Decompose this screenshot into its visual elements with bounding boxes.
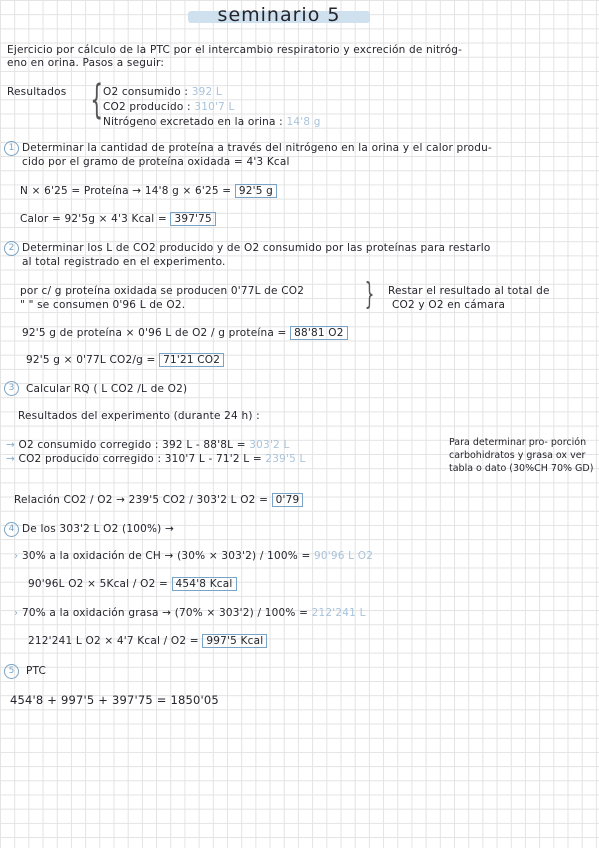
step-number-badge: 4 xyxy=(4,522,19,537)
step5-label: PTC xyxy=(26,665,47,677)
step2-note-2: CO2 y O2 en cámara xyxy=(392,299,506,311)
step2-brace: } xyxy=(364,277,375,312)
page-title: seminario 5 xyxy=(217,4,341,26)
result-box: 997'5 Kcal xyxy=(202,634,267,648)
step2-line-1: por c/ g proteína oxidada se producen 0'77L de CO2 xyxy=(20,285,305,297)
result-box: 88'81 O2 xyxy=(290,326,348,340)
step4-line-1: › 30% a la oxidación de CH → (30% × 303'2) / 100% = 90'96 L O2 xyxy=(14,550,374,562)
step4-line-2: 90'96L O2 × 5Kcal / O2 = 454'8 Kcal xyxy=(28,578,237,590)
resultado-item: O2 consumido : 392 L xyxy=(103,86,222,98)
intro-line-2: eno en orina. Pasos a seguir: xyxy=(7,57,165,69)
step1-calc-1: N × 6'25 = Proteína → 14'8 g × 6'25 = 92'5 g xyxy=(20,185,277,197)
intro-line-1: Ejercicio por cálculo de la PTC por el intercambio respiratorio y excreción de nitróg- xyxy=(7,44,463,56)
result-box: 92'5 g xyxy=(235,184,277,198)
bullet-arrow-icon: › xyxy=(14,607,19,619)
arrow-right-icon: → xyxy=(6,453,15,465)
step-number-badge: 5 xyxy=(4,664,19,679)
step3-side-note: Para determinar pro- porción carbohidratos y grasa ox ver tabla o dato (30%CH 70% GD) xyxy=(449,437,594,474)
step1-calc-2: Calor = 92'5g × 4'3 Kcal = 397'75 xyxy=(20,213,216,225)
step5-sum: 454'8 + 997'5 + 397'75 = 1850'05 xyxy=(10,693,219,707)
step4-header: De los 303'2 L O2 (100%) → xyxy=(22,523,174,535)
step4-line-4: 212'241 L O2 × 4'7 Kcal / O2 = 997'5 Kcal xyxy=(28,635,267,647)
title-area xyxy=(188,4,370,26)
result-box: 397'75 xyxy=(170,212,216,226)
step3-relacion: Relación CO2 / O2 → 239'5 CO2 / 303'2 L O2 = 0'79 xyxy=(14,494,303,506)
step2-calc-2: 92'5 g × 0'77L CO2/g = 71'21 CO2 xyxy=(26,354,224,366)
step2-line-2: " " se consumen 0'96 L de O2. xyxy=(20,299,186,311)
step3-row-2: → CO2 producido corregido : 310'7 L - 71'2 L = 239'5 L xyxy=(6,453,306,465)
step2-text-1: Determinar los L de CO2 producido y de O2 consumido por las proteínas para restarlo xyxy=(22,242,491,254)
resultado-item: CO2 producido : 310'7 L xyxy=(103,101,235,113)
resultado-item: Nitrógeno excretado en la orina : 14'8 g xyxy=(103,116,321,128)
result-box: 71'21 CO2 xyxy=(159,353,224,367)
step1-text-2: cido por el gramo de proteína oxidada = 4'3 Kcal xyxy=(22,156,290,168)
step-number-badge: 3 xyxy=(4,381,19,396)
result-box: 0'79 xyxy=(272,493,304,507)
resultados-brace: { xyxy=(90,77,104,123)
arrow-right-icon: → xyxy=(6,439,15,451)
step-number-badge: 2 xyxy=(4,241,19,256)
step2-text-2: al total registrado en el experimento. xyxy=(22,256,226,268)
step3-text: Calcular RQ ( L CO2 /L de O2) xyxy=(26,383,188,395)
bullet-arrow-icon: › xyxy=(14,550,19,562)
step1-text-1: Determinar la cantidad de proteína a través del nitrógeno en la orina y el calor produ- xyxy=(22,142,493,154)
step-number-badge: 1 xyxy=(4,141,19,156)
step2-calc-1: 92'5 g de proteína × 0'96 L de O2 / g proteína = 88'81 O2 xyxy=(22,327,348,339)
step2-note-1: Restar el resultado al total de xyxy=(388,285,550,297)
step3-subtitle: Resultados del experimento (durante 24 h) : xyxy=(18,410,260,422)
step3-row-1: → O2 consumido corregido : 392 L - 88'8L = 303'2 L xyxy=(6,439,290,451)
resultados-label: Resultados xyxy=(7,86,67,98)
step4-line-3: › 70% a la oxidación grasa → (70% × 303'2) / 100% = 212'241 L xyxy=(14,607,366,619)
result-box: 454'8 Kcal xyxy=(172,577,237,591)
